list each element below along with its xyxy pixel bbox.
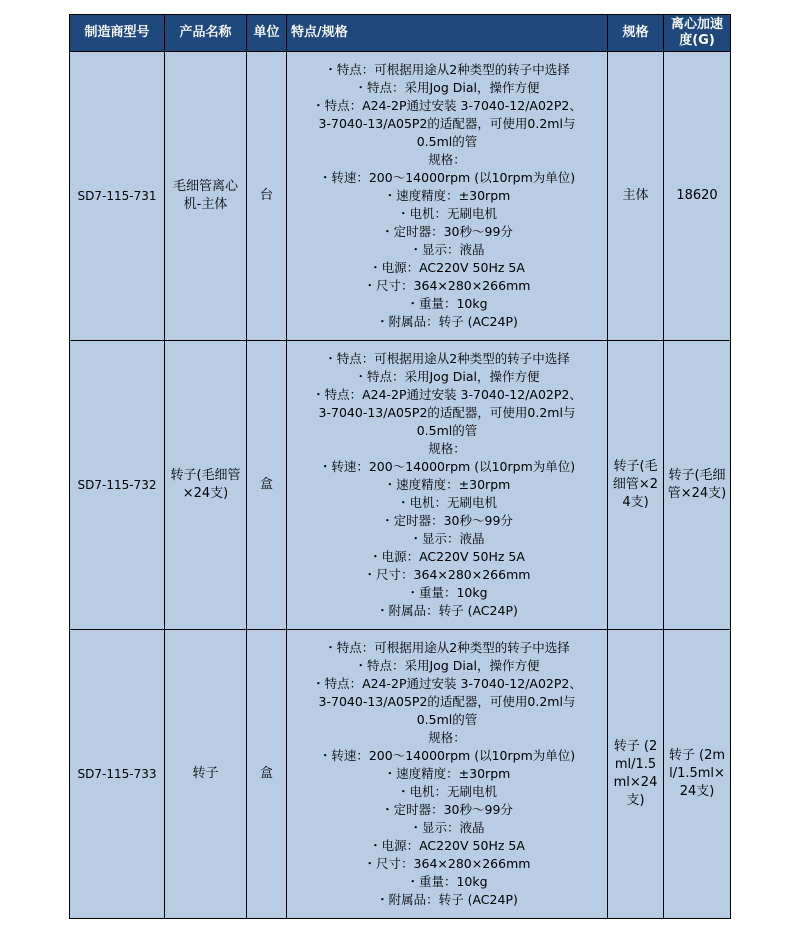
header-features: 特点/规格 xyxy=(287,15,608,52)
unit-cell: 台 xyxy=(247,52,287,341)
feature-line: ・特点：A24-2P通过安装 3-7040-12/A02P2、 xyxy=(312,676,582,691)
feature-line: 规格： xyxy=(428,730,466,745)
spec-cell: 转子(毛细管×24支) xyxy=(608,341,664,630)
feature-line: ・重量：10kg xyxy=(406,874,488,889)
spec-cell: 转子 (2ml/1.5ml×24支) xyxy=(608,630,664,919)
feature-line: 3-7040-13/A05P2的适配器，可使用0.2ml与 xyxy=(318,116,576,131)
feature-line: ・定时器：30秒～99分 xyxy=(381,513,513,528)
product-spec-table xyxy=(69,14,731,919)
feature-line: ・重量：10kg xyxy=(406,296,488,311)
features-cell xyxy=(287,630,608,919)
feature-line: 规格： xyxy=(428,441,466,456)
features-cell xyxy=(287,341,608,630)
unit-cell: 盒 xyxy=(247,630,287,919)
feature-line: ・电机：无刷电机 xyxy=(396,495,497,510)
feature-line: ・显示：液晶 xyxy=(409,242,485,257)
feature-line: ・重量：10kg xyxy=(406,585,488,600)
feature-line: ・附属品：转子 (AC24P) xyxy=(376,892,518,907)
model-cell: SD7-115-732 xyxy=(70,341,165,630)
table-row xyxy=(70,341,731,630)
table-row xyxy=(70,52,731,341)
feature-line: ・尺寸：364×280×266mm xyxy=(363,856,531,871)
feature-line: ・速度精度：±30rpm xyxy=(383,477,511,492)
feature-line: ・特点：可根据用途从2种类型的转子中选择 xyxy=(324,640,570,655)
feature-line: ・显示：液晶 xyxy=(409,531,485,546)
feature-line: 3-7040-13/A05P2的适配器，可使用0.2ml与 xyxy=(318,694,576,709)
product-name-cell: 转子(毛细管×24支) xyxy=(165,341,247,630)
feature-line: ・电机：无刷电机 xyxy=(396,784,497,799)
header-spec: 规格 xyxy=(608,15,664,52)
spec-cell: 主体 xyxy=(608,52,664,341)
accel-cell: 转子(毛细管×24支) xyxy=(664,341,731,630)
accel-cell: 18620 xyxy=(664,52,731,341)
feature-line: ・附属品：转子 (AC24P) xyxy=(376,314,518,329)
feature-line: ・转速：200～14000rpm (以10rpm为单位) xyxy=(318,748,576,763)
feature-line: ・定时器：30秒～99分 xyxy=(381,802,513,817)
feature-line: ・定时器：30秒～99分 xyxy=(381,224,513,239)
feature-line: ・特点：A24-2P通过安装 3-7040-12/A02P2、 xyxy=(312,387,582,402)
product-name-cell: 毛细管离心机-主体 xyxy=(165,52,247,341)
feature-line: ・尺寸：364×280×266mm xyxy=(363,567,531,582)
feature-line: ・速度精度：±30rpm xyxy=(383,766,511,781)
feature-line: 规格： xyxy=(428,152,466,167)
header-unit: 单位 xyxy=(247,15,287,52)
header-row xyxy=(70,15,731,52)
feature-line: ・特点：采用Jog Dial，操作方便 xyxy=(354,80,540,95)
model-cell: SD7-115-733 xyxy=(70,630,165,919)
feature-line: ・转速：200～14000rpm (以10rpm为单位) xyxy=(318,459,576,474)
feature-line: 3-7040-13/A05P2的适配器，可使用0.2ml与 xyxy=(318,405,576,420)
feature-line: ・电源：AC220V 50Hz 5A xyxy=(369,549,525,564)
feature-line: ・电机：无刷电机 xyxy=(396,206,497,221)
feature-line: ・尺寸：364×280×266mm xyxy=(363,278,531,293)
header-accel: 离心加速度(G) xyxy=(664,15,731,52)
accel-cell: 转子 (2ml/1.5ml×24支) xyxy=(664,630,731,919)
product-name-cell: 转子 xyxy=(165,630,247,919)
feature-line: ・转速：200～14000rpm (以10rpm为单位) xyxy=(318,170,576,185)
header-model: 制造商型号 xyxy=(70,15,165,52)
feature-line: ・特点：可根据用途从2种类型的转子中选择 xyxy=(324,62,570,77)
table-row xyxy=(70,630,731,919)
model-cell: SD7-115-731 xyxy=(70,52,165,341)
feature-line: 0.5ml的管 xyxy=(416,134,478,149)
feature-line: 0.5ml的管 xyxy=(416,712,478,727)
feature-line: ・电源：AC220V 50Hz 5A xyxy=(369,260,525,275)
feature-line: 0.5ml的管 xyxy=(416,423,478,438)
features-cell xyxy=(287,52,608,341)
feature-line: ・电源：AC220V 50Hz 5A xyxy=(369,838,525,853)
header-name: 产品名称 xyxy=(165,15,247,52)
feature-line: ・速度精度：±30rpm xyxy=(383,188,511,203)
feature-line: ・特点：A24-2P通过安装 3-7040-12/A02P2、 xyxy=(312,98,582,113)
feature-line: ・显示：液晶 xyxy=(409,820,485,835)
feature-line: ・特点：采用Jog Dial，操作方便 xyxy=(354,658,540,673)
unit-cell: 盒 xyxy=(247,341,287,630)
feature-line: ・附属品：转子 (AC24P) xyxy=(376,603,518,618)
feature-line: ・特点：可根据用途从2种类型的转子中选择 xyxy=(324,351,570,366)
feature-line: ・特点：采用Jog Dial，操作方便 xyxy=(354,369,540,384)
